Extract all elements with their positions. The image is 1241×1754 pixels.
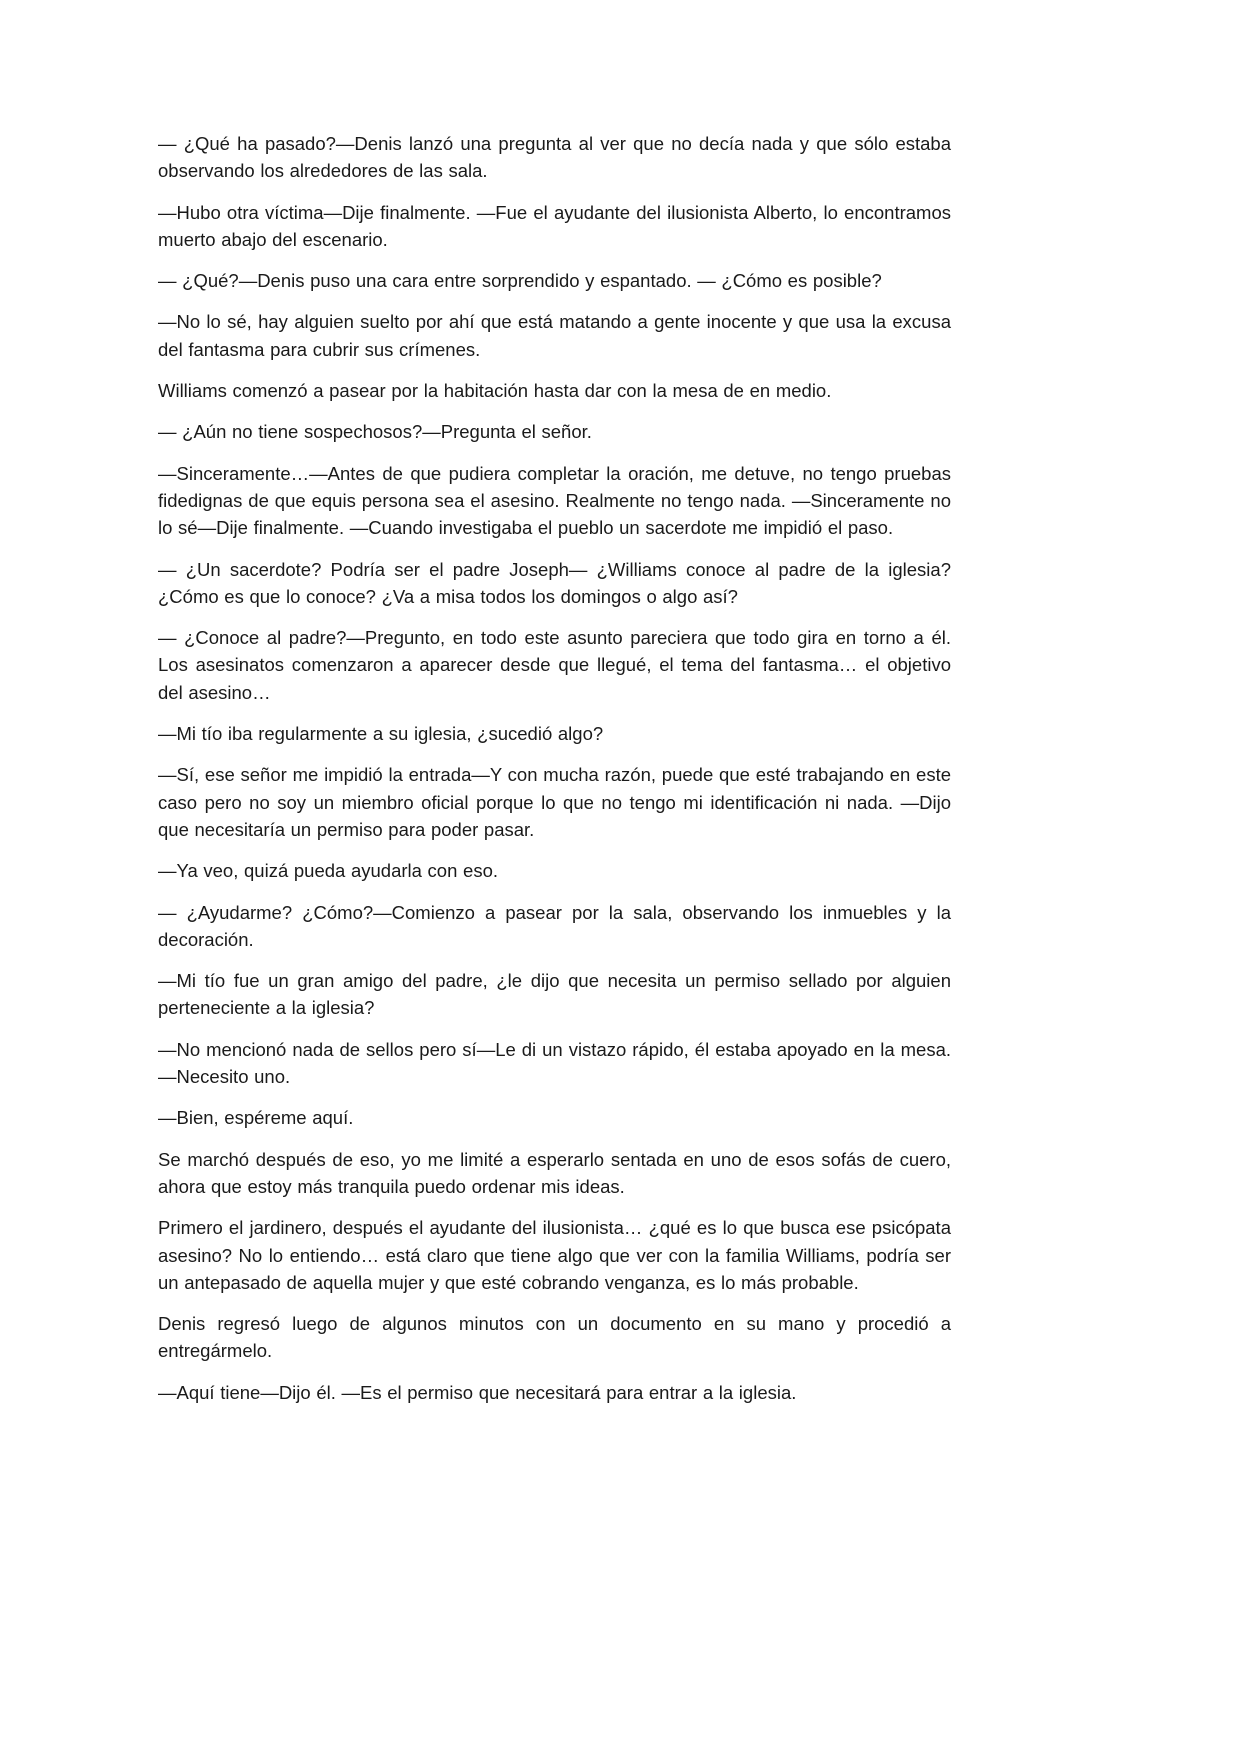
paragraph: —Hubo otra víctima—Dije finalmente. —Fue el ayudante del ilusionista Alberto, lo encontramos muerto abajo del escenario.	[158, 201, 951, 250]
paragraph: —No lo sé, hay alguien suelto por ahí que está matando a gente inocente y que usa la excusa del fantasma para cubrir sus crímenes.	[158, 311, 951, 360]
paragraph: Williams comenzó a pasear por la habitación hasta dar con la mesa de en medio.	[158, 380, 832, 402]
paragraph: —Mi tío iba regularmente a su iglesia, ¿sucedió algo?	[158, 723, 604, 745]
paragraph: Primero el jardinero, después el ayudante del ilusionista… ¿qué es lo que busca ese psicópata asesino? No lo entiendo… está claro que tiene algo que ver con la familia Williams, podría ser un antepasado de aquella mujer y que esté cobrando venganza, es lo más probable.	[158, 1217, 951, 1293]
paragraph: Denis regresó luego de algunos minutos con un documento en su mano y procedió a entregármelo.	[158, 1313, 951, 1362]
paragraph: —Sí, ese señor me impidió la entrada—Y con mucha razón, puede que esté trabajando en este caso pero no soy un miembro oficial porque lo que no tengo mi identificación ni nada. —Dijo que necesitaría un permiso para poder pasar.	[158, 764, 951, 840]
body-text	[158, 130, 951, 1420]
paragraph: —Sinceramente…—Antes de que pudiera completar la oración, me detuve, no tengo pruebas fidedignas de que equis persona sea el asesino. Realmente no tengo nada. —Sinceramente no lo sé—Dije finalmente. —Cuando investigaba el pueblo un sacerdote me impidió el paso.	[158, 462, 951, 539]
paragraph: —No mencionó nada de sellos pero sí—Le di un vistazo rápido, él estaba apoyado en la mesa. —Necesito uno.	[158, 1038, 951, 1088]
paragraph: — ¿Ayudarme? ¿Cómo?—Comienzo a pasear por la sala, observando los inmuebles y la decoración.	[158, 901, 951, 950]
paragraph: — ¿Conoce al padre?—Pregunto, en todo este asunto pareciera que todo gira en torno a él. Los asesinatos comenzaron a aparecer desde que llegué, el tema del fantasma… el objetivo del asesino…	[158, 627, 951, 703]
paragraph: —Mi tío fue un gran amigo del padre, ¿le dijo que necesita un permiso sellado por alguien perteneciente a la iglesia?	[158, 970, 951, 1019]
paragraph: — ¿Aún no tiene sospechosos?—Pregunta el señor.	[158, 421, 592, 443]
paragraph: — ¿Un sacerdote? Podría ser el padre Joseph— ¿Williams conoce al padre de la iglesia? ¿Cómo es que lo conoce? ¿Va a misa todos los domingos o algo así?	[158, 558, 951, 607]
paragraph: —Bien, espéreme aquí.	[158, 1107, 354, 1129]
paragraph: —Aquí tiene—Dijo él. —Es el permiso que necesitará para entrar a la iglesia.	[158, 1381, 797, 1403]
paragraph: — ¿Qué?—Denis puso una cara entre sorprendido y espantado. — ¿Cómo es posible?	[158, 270, 882, 292]
paragraph: Se marchó después de eso, yo me limité a esperarlo sentada en uno de esos sofás de cuero, ahora que estoy más tranquila puedo ordenar mis ideas.	[158, 1148, 951, 1197]
paragraph: — ¿Qué ha pasado?—Denis lanzó una pregunta al ver que no decía nada y que sólo estaba observando los alrededores de las sala.	[158, 133, 951, 182]
paragraph: —Ya veo, quizá pueda ayudarla con eso.	[158, 860, 498, 882]
